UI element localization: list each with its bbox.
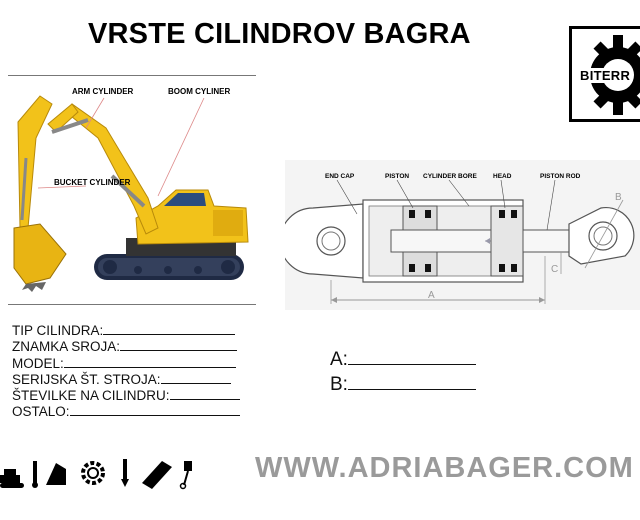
dimension-a-label: A xyxy=(428,290,435,301)
end-cap-label: END CAP xyxy=(325,173,355,180)
measurement-a-label: A: xyxy=(330,349,348,370)
model-field[interactable] xyxy=(64,355,236,368)
bucket-cylinder-label: BUCKET CYLINDER xyxy=(54,178,131,187)
top-divider xyxy=(8,75,256,76)
measurement-fields xyxy=(330,346,476,396)
form-row-stevilke-na-cilindru xyxy=(12,387,240,403)
arm-cylinder-label: ARM CYLINDER xyxy=(72,87,134,96)
cylinder-info-form xyxy=(12,322,240,420)
logo-text: BITERR xyxy=(580,68,631,83)
rod-eye xyxy=(569,208,634,264)
form-label: SERIJSKA ŠT. STROJA: xyxy=(12,371,161,387)
form-row-tip-cilindra xyxy=(12,322,240,338)
form-label: ZNAMKA SROJA: xyxy=(12,339,121,355)
track-icon xyxy=(142,461,172,489)
excavator-icon xyxy=(0,469,24,488)
excavator-bucket xyxy=(14,224,66,292)
boom-cylinder-label: BOOM CYLINER xyxy=(168,87,231,96)
form-label: TIP CILINDRA: xyxy=(12,323,104,338)
footer-icons xyxy=(0,455,220,491)
stevilke-na-cilindru-field[interactable] xyxy=(170,387,240,400)
measurement-b-field[interactable] xyxy=(348,371,476,390)
serijska-st-stroja-field[interactable] xyxy=(161,371,231,384)
piston-label: PISTON xyxy=(385,173,410,180)
cylinder-diagram xyxy=(285,160,640,310)
form-row-serijska-st-stroja xyxy=(12,371,240,387)
piston-rod xyxy=(391,230,571,252)
head-label: HEAD xyxy=(493,173,512,180)
measurement-a-row xyxy=(330,346,476,371)
form-row-ostalo xyxy=(12,403,240,419)
measurement-a-field[interactable] xyxy=(348,346,476,365)
cylinder-bore-label: CYLINDER BORE xyxy=(423,173,477,180)
company-logo xyxy=(569,26,640,122)
measurement-b-row xyxy=(330,371,476,396)
website-url[interactable]: WWW.ADRIABAGER.COM xyxy=(255,452,634,484)
bucket-icon xyxy=(46,463,66,485)
znamka-sroja-field[interactable] xyxy=(120,338,237,351)
dimension-b-label: B xyxy=(615,192,622,203)
end-cap xyxy=(285,204,363,278)
bottom-divider xyxy=(8,304,256,305)
page-title: VRSTE CILINDROV BAGRA xyxy=(88,18,471,50)
piston-rod-label: PISTON ROD xyxy=(540,173,581,180)
form-row-znamka-sroja xyxy=(12,338,240,354)
form-label: MODEL: xyxy=(12,355,64,371)
form-label: ŠTEVILKE NA CILINDRU: xyxy=(12,388,170,404)
excavator-tracks xyxy=(94,254,244,280)
form-row-model xyxy=(12,355,240,371)
tip-cilindra-field[interactable] xyxy=(103,322,235,335)
form-label: OSTALO: xyxy=(12,404,70,420)
excavator-illustration xyxy=(8,78,258,298)
measurement-b-label: B: xyxy=(330,374,348,395)
excavator-boom xyxy=(48,104,158,234)
cylinder-icon xyxy=(32,461,38,488)
piston-icon xyxy=(181,461,193,489)
gear-icon xyxy=(83,463,103,483)
ostalo-field[interactable] xyxy=(70,403,240,416)
pin-icon xyxy=(121,459,129,487)
dimension-c-label: C xyxy=(551,264,559,275)
cylinder-head xyxy=(491,206,523,276)
